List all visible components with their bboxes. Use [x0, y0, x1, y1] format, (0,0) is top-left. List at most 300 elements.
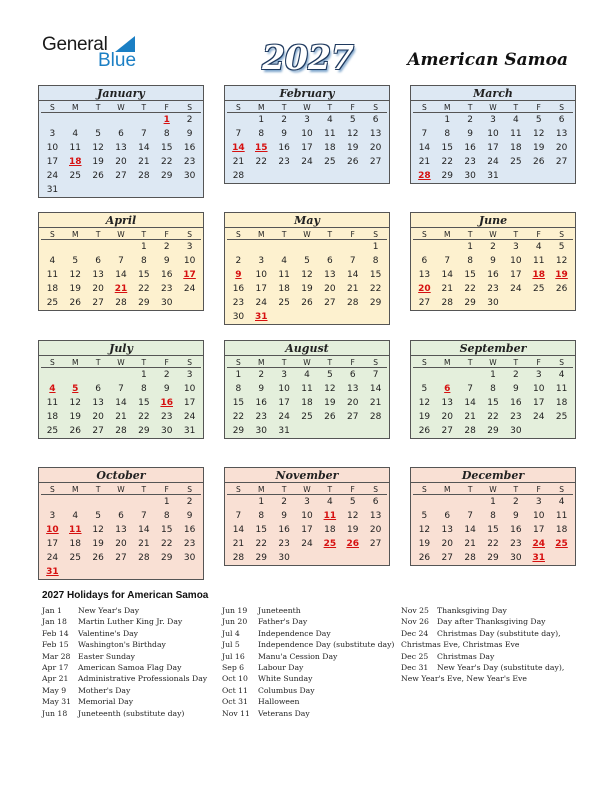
day-cell: 30 — [510, 426, 522, 436]
day-cell: 11 — [555, 384, 568, 394]
holiday-name: Christmas Eve, Christmas Eve — [401, 640, 520, 650]
holiday-column — [401, 605, 564, 685]
day-cell: 6 — [95, 256, 101, 266]
holiday-day: 4 — [49, 384, 56, 394]
day-cell: 20 — [441, 412, 453, 422]
day-cell: 23 — [255, 412, 267, 422]
day-grid — [39, 228, 203, 310]
empty-day — [110, 368, 133, 382]
day-cell: 13 — [92, 270, 104, 280]
month-title: April — [39, 213, 203, 228]
holiday-row — [222, 696, 394, 707]
empty-day — [413, 240, 436, 254]
day-cell: 5 — [349, 115, 356, 125]
weekday-label: W — [296, 483, 319, 495]
holiday-name: New Year's Eve, New Year's Eve — [401, 674, 527, 684]
holiday-date: Dec 31 — [401, 662, 429, 672]
holiday-row — [401, 639, 564, 650]
day-cell: 2 — [163, 242, 170, 252]
weekday-label: M — [250, 483, 273, 495]
day-cell: 14 — [115, 270, 127, 280]
weekday-label: M — [436, 356, 459, 368]
day-cell: 26 — [532, 157, 545, 167]
day-cell: 15 — [232, 398, 245, 408]
holiday-date: Mar 28 — [42, 651, 71, 661]
day-cell: 11 — [301, 384, 313, 394]
day-cell: 8 — [140, 384, 147, 394]
day-cell: 5 — [349, 497, 356, 507]
empty-day — [413, 113, 436, 127]
day-cell: 1 — [490, 497, 496, 507]
day-cell: 14 — [232, 525, 245, 535]
day-cell: 25 — [46, 298, 59, 308]
empty-day — [41, 240, 64, 254]
weekday-label: M — [250, 228, 273, 240]
day-cell: 7 — [467, 511, 473, 521]
day-cell: 26 — [418, 553, 431, 563]
day-cell: 5 — [535, 115, 542, 125]
weekday-label: M — [250, 101, 273, 113]
weekday-label: S — [364, 356, 387, 368]
day-cell: 9 — [281, 129, 287, 139]
day-cell: 7 — [235, 129, 242, 139]
month-title: December — [411, 468, 575, 483]
day-cell: 22 — [441, 157, 453, 167]
holiday-name: Easter Sunday — [78, 651, 135, 661]
empty-day — [296, 240, 319, 254]
day-cell: 19 — [346, 525, 359, 535]
day-cell: 18 — [278, 284, 290, 294]
day-cell: 6 — [118, 129, 124, 139]
day-cell: 3 — [49, 511, 56, 521]
weekday-label: T — [504, 483, 527, 495]
day-cell: 17 — [183, 398, 196, 408]
day-cell: 11 — [532, 256, 545, 266]
holiday-day: 25 — [555, 539, 568, 549]
empty-day — [318, 240, 341, 254]
day-cell: 26 — [69, 298, 81, 308]
day-cell: 24 — [532, 412, 545, 422]
weekday-label: S — [364, 483, 387, 495]
month-title: August — [225, 341, 389, 356]
weekday-label: S — [413, 101, 436, 113]
day-cell: 21 — [232, 539, 245, 549]
day-cell: 7 — [421, 129, 428, 139]
day-cell: 25 — [46, 426, 59, 436]
day-cell: 24 — [278, 412, 290, 422]
weekday-label: S — [227, 101, 250, 113]
month-august — [224, 340, 390, 439]
day-cell: 16 — [183, 143, 196, 153]
holiday-day: 26 — [346, 539, 359, 549]
holiday-day: 31 — [46, 567, 59, 577]
day-cell: 18 — [555, 525, 568, 535]
month-may — [224, 212, 390, 325]
day-cell: 23 — [278, 539, 290, 549]
weekday-label: T — [87, 483, 110, 495]
day-cell: 6 — [118, 511, 124, 521]
day-cell: 21 — [464, 412, 476, 422]
day-cell: 6 — [95, 384, 101, 394]
day-cell: 28 — [138, 171, 150, 181]
day-cell: 25 — [278, 298, 290, 308]
day-cell: 17 — [487, 143, 499, 153]
day-cell: 8 — [258, 129, 265, 139]
weekday-label: T — [132, 483, 155, 495]
holiday-name: Martin Luther King Jr. Day — [78, 617, 183, 627]
day-cell: 8 — [444, 129, 451, 139]
weekday-label: T — [87, 101, 110, 113]
holiday-row — [401, 628, 564, 639]
day-cell: 17 — [510, 270, 522, 280]
weekday-label: S — [41, 101, 64, 113]
holiday-day: 14 — [232, 143, 245, 153]
month-title: May — [225, 213, 389, 228]
day-cell: 22 — [138, 412, 150, 422]
holiday-date: Jan 1 — [42, 606, 62, 615]
day-cell: 16 — [278, 143, 290, 153]
empty-day — [64, 113, 87, 127]
empty-day — [436, 368, 459, 382]
day-cell: 23 — [183, 539, 196, 549]
day-cell: 21 — [138, 539, 150, 549]
day-cell: 17 — [301, 143, 313, 153]
day-cell: 15 — [487, 398, 499, 408]
holiday-name: Christmas Day (substitute day), — [437, 628, 561, 638]
holiday-row — [222, 605, 394, 616]
day-cell: 28 — [346, 298, 359, 308]
day-cell: 2 — [512, 497, 519, 507]
month-july — [38, 340, 204, 439]
day-cell: 28 — [232, 553, 245, 563]
day-cell: 31 — [46, 185, 59, 195]
weekday-label: W — [482, 101, 505, 113]
day-cell: 9 — [258, 384, 265, 394]
month-october — [38, 467, 204, 580]
holiday-date: Jun 20 — [222, 617, 248, 627]
weekday-label: S — [227, 356, 250, 368]
holiday-row — [42, 605, 207, 616]
day-grid — [411, 483, 575, 565]
day-cell: 25 — [555, 412, 568, 422]
day-cell: 13 — [115, 143, 127, 153]
day-cell: 31 — [487, 171, 499, 181]
day-cell: 21 — [346, 284, 359, 294]
day-cell: 1 — [444, 115, 451, 125]
holidays-title: 2027 Holidays for American Samoa — [42, 590, 209, 601]
day-cell: 26 — [324, 412, 336, 422]
day-cell: 31 — [278, 426, 290, 436]
weekday-label: F — [155, 101, 178, 113]
day-cell: 20 — [369, 143, 382, 153]
holiday-row — [401, 616, 564, 627]
weekday-label: F — [155, 228, 178, 240]
day-cell: 17 — [46, 539, 59, 549]
day-cell: 13 — [92, 398, 104, 408]
holiday-row — [222, 685, 394, 696]
day-cell: 6 — [326, 256, 333, 266]
weekday-label: F — [341, 101, 364, 113]
weekday-label: T — [273, 228, 296, 240]
day-cell: 4 — [558, 370, 565, 380]
day-cell: 27 — [441, 553, 453, 563]
empty-day — [227, 113, 250, 127]
day-cell: 19 — [69, 412, 81, 422]
day-cell: 16 — [183, 525, 196, 535]
day-cell: 18 — [46, 412, 59, 422]
holiday-row — [42, 628, 207, 639]
day-cell: 6 — [372, 497, 379, 507]
day-cell: 26 — [92, 171, 104, 181]
day-cell: 14 — [418, 143, 431, 153]
day-cell: 26 — [69, 426, 81, 436]
day-cell: 25 — [69, 553, 81, 563]
day-cell: 27 — [115, 171, 127, 181]
weekday-label: F — [527, 356, 550, 368]
weekday-label: T — [132, 101, 155, 113]
holiday-date: Apr 17 — [42, 662, 69, 672]
holiday-date: Jan 18 — [42, 617, 67, 627]
day-cell: 24 — [183, 412, 196, 422]
holiday-day: 15 — [255, 143, 268, 153]
day-cell: 17 — [301, 525, 313, 535]
month-september — [410, 340, 576, 439]
day-cell: 10 — [46, 143, 59, 153]
day-cell: 2 — [281, 497, 287, 507]
holiday-date: Dec 24 — [401, 628, 429, 638]
day-cell: 20 — [92, 412, 104, 422]
day-cell: 23 — [278, 157, 290, 167]
day-grid — [225, 101, 389, 183]
month-april — [38, 212, 204, 311]
day-cell: 8 — [490, 511, 496, 521]
day-cell: 10 — [532, 384, 545, 394]
weekday-label: S — [413, 228, 436, 240]
day-cell: 18 — [510, 143, 522, 153]
weekday-label: T — [318, 228, 341, 240]
day-cell: 12 — [324, 384, 336, 394]
day-cell: 10 — [301, 511, 313, 521]
holiday-name: Thanksgiving Day — [437, 606, 507, 615]
weekday-label: T — [318, 483, 341, 495]
month-title: July — [39, 341, 203, 356]
day-cell: 25 — [69, 171, 81, 181]
weekday-label: S — [364, 228, 387, 240]
weekday-label: F — [527, 101, 550, 113]
day-cell: 2 — [186, 497, 193, 507]
day-cell: 21 — [418, 157, 431, 167]
holiday-row — [222, 673, 394, 684]
day-cell: 14 — [346, 270, 359, 280]
day-cell: 5 — [95, 129, 101, 139]
day-cell: 9 — [163, 256, 170, 266]
weekday-label: T — [459, 101, 482, 113]
day-cell: 11 — [46, 270, 59, 280]
day-cell: 3 — [186, 370, 193, 380]
day-cell: 17 — [532, 525, 545, 535]
day-cell: 1 — [140, 370, 147, 380]
day-cell: 13 — [441, 398, 453, 408]
day-cell: 29 — [160, 171, 173, 181]
day-cell: 28 — [138, 553, 150, 563]
day-cell: 27 — [418, 298, 431, 308]
weekday-label: T — [132, 228, 155, 240]
month-december — [410, 467, 576, 566]
holiday-day: 24 — [532, 539, 545, 549]
day-cell: 3 — [258, 256, 265, 266]
weekday-label: S — [178, 101, 201, 113]
day-cell: 22 — [138, 284, 150, 294]
weekday-label: T — [459, 356, 482, 368]
holiday-day: 18 — [69, 157, 82, 167]
holiday-name: New Year's Day (substitute day), — [437, 662, 565, 672]
day-cell: 10 — [487, 129, 499, 139]
holiday-name: Juneteenth (substitute day) — [78, 708, 185, 718]
day-cell: 17 — [278, 398, 290, 408]
day-cell: 9 — [281, 511, 287, 521]
day-cell: 28 — [115, 426, 127, 436]
day-cell: 3 — [535, 497, 542, 507]
holiday-day: 11 — [69, 525, 82, 535]
holiday-date: Oct 31 — [222, 697, 248, 707]
day-cell: 9 — [186, 129, 193, 139]
empty-day — [227, 495, 250, 509]
day-cell: 17 — [46, 157, 59, 167]
day-cell: 5 — [421, 511, 428, 521]
day-cell: 28 — [232, 171, 245, 181]
holiday-date: Feb 14 — [42, 628, 69, 638]
day-cell: 26 — [301, 298, 313, 308]
empty-day — [436, 495, 459, 509]
day-cell: 20 — [115, 539, 127, 549]
holiday-name: Washington's Birthday — [78, 640, 166, 650]
day-cell: 14 — [115, 398, 127, 408]
empty-day — [250, 240, 273, 254]
holiday-row — [222, 651, 394, 662]
day-cell: 11 — [69, 143, 81, 153]
weekday-label: M — [64, 356, 87, 368]
weekday-label: W — [110, 228, 133, 240]
holiday-date: Nov 11 — [222, 708, 250, 718]
day-cell: 10 — [301, 129, 313, 139]
empty-day — [459, 368, 482, 382]
day-cell: 16 — [232, 284, 245, 294]
day-cell: 22 — [255, 539, 267, 549]
day-cell: 28 — [464, 553, 476, 563]
day-cell: 5 — [326, 370, 333, 380]
day-cell: 19 — [418, 412, 431, 422]
weekday-label: T — [504, 228, 527, 240]
weekday-label: W — [296, 228, 319, 240]
country-title: American Samoa — [407, 50, 568, 70]
holiday-row — [401, 662, 564, 673]
weekday-label: S — [550, 101, 573, 113]
day-cell: 5 — [304, 256, 310, 266]
day-cell: 10 — [183, 384, 196, 394]
weekday-label: S — [550, 483, 573, 495]
holiday-day: 21 — [114, 284, 128, 294]
day-grid — [225, 356, 389, 438]
holiday-name: Columbus Day — [258, 685, 315, 695]
day-cell: 6 — [421, 256, 428, 266]
day-cell: 9 — [186, 511, 193, 521]
holiday-name: Manu'a Cession Day — [258, 651, 338, 661]
day-cell: 26 — [418, 426, 431, 436]
day-cell: 2 — [467, 115, 473, 125]
day-cell: 12 — [532, 129, 545, 139]
day-cell: 30 — [510, 553, 522, 563]
holiday-name: Juneteenth — [258, 606, 301, 615]
holiday-name: Day after Thanksgiving Day — [437, 617, 546, 627]
day-cell: 18 — [555, 398, 568, 408]
weekday-label: S — [227, 483, 250, 495]
empty-day — [413, 368, 436, 382]
day-cell: 11 — [46, 398, 59, 408]
day-cell: 28 — [115, 298, 127, 308]
day-cell: 7 — [118, 256, 124, 266]
day-cell: 11 — [278, 270, 290, 280]
weekday-label: T — [132, 356, 155, 368]
weekday-label: S — [178, 228, 201, 240]
weekday-label: S — [550, 228, 573, 240]
weekday-label: T — [504, 101, 527, 113]
day-cell: 1 — [372, 242, 379, 252]
holiday-date: Jun 19 — [222, 606, 248, 615]
day-cell: 12 — [92, 143, 104, 153]
day-cell: 20 — [115, 157, 127, 167]
holiday-name: White Sunday — [258, 674, 313, 684]
month-title: February — [225, 86, 389, 101]
day-cell: 16 — [255, 398, 267, 408]
day-cell: 28 — [369, 412, 382, 422]
holiday-row — [42, 708, 207, 719]
weekday-label: T — [87, 228, 110, 240]
holiday-date: Nov 26 — [401, 617, 429, 627]
weekday-label: W — [296, 356, 319, 368]
month-march — [410, 85, 576, 184]
day-cell: 21 — [115, 412, 127, 422]
day-cell: 2 — [186, 115, 193, 125]
weekday-label: T — [459, 228, 482, 240]
holiday-row — [42, 685, 207, 696]
weekday-label: T — [87, 356, 110, 368]
day-cell: 27 — [441, 426, 453, 436]
day-cell: 15 — [369, 270, 382, 280]
day-cell: 20 — [555, 143, 568, 153]
day-cell: 5 — [421, 384, 428, 394]
day-cell: 26 — [92, 553, 104, 563]
day-cell: 11 — [510, 129, 522, 139]
day-cell: 2 — [258, 370, 265, 380]
day-cell: 6 — [372, 115, 379, 125]
day-cell: 12 — [418, 525, 431, 535]
holiday-date: Nov 25 — [401, 606, 429, 615]
day-cell: 18 — [324, 143, 336, 153]
month-january — [38, 85, 204, 198]
day-cell: 15 — [441, 143, 453, 153]
empty-day — [132, 495, 155, 509]
weekday-label: F — [155, 356, 178, 368]
holiday-date: May 31 — [42, 697, 72, 707]
day-cell: 20 — [92, 284, 104, 294]
day-cell: 4 — [49, 256, 56, 266]
day-cell: 8 — [258, 511, 265, 521]
day-cell: 19 — [69, 284, 81, 294]
weekday-label: F — [341, 483, 364, 495]
day-cell: 19 — [532, 143, 545, 153]
holiday-name: Veterans Day — [258, 708, 310, 718]
day-cell: 18 — [301, 398, 313, 408]
